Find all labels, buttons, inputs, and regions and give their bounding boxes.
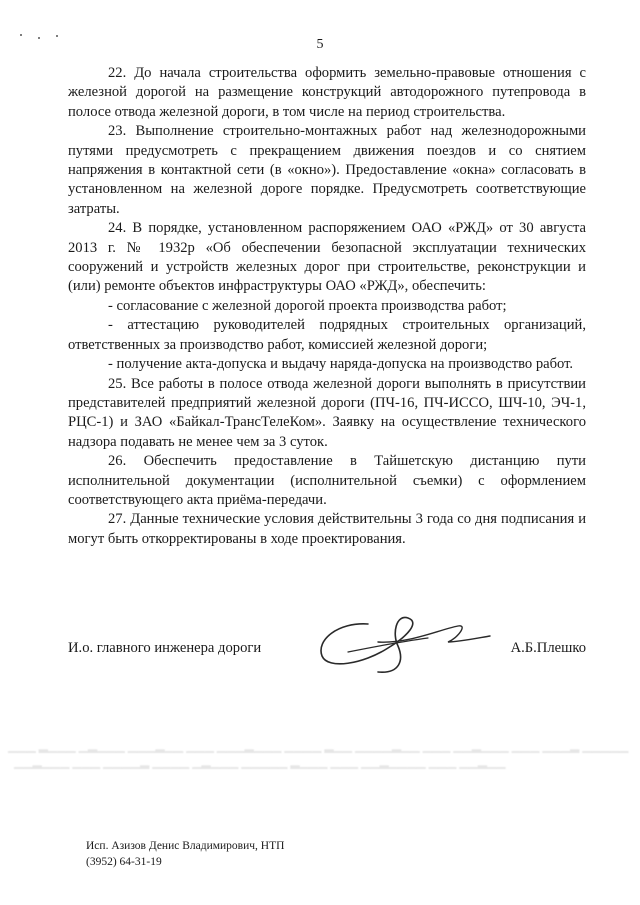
executor-info: [86, 838, 284, 870]
scan-speck: [20, 34, 22, 36]
paragraph-26: 26. Обеспечить предоставление в Тайшетскую дистанцию пути исполнительной документации (исполнительной съемки) с оформлением соответствующего акта приёма-передачи.: [68, 453, 586, 508]
list-item-admission-act: - получение акта-допуска и выдачу наряда-допуска на производство работ.: [108, 356, 574, 373]
page-number: 5: [316, 37, 324, 52]
handwritten-signature: [308, 612, 498, 682]
paragraph-22: 22. До начала строительства оформить земельно-правовые отношения с железной дорогой на размещение конструкций автодорожного путепровода в полосе отвода железной дороги, в том числе на период строительства.: [68, 65, 586, 120]
executor-name: Исп. Азизов Денис Владимирович, НТП: [86, 840, 285, 852]
paragraph-25: 25. Все работы в полосе отвода железной дороги выполнять в присутствии представителей предприятий железной дороги (ПЧ-16, ПЧ-ИССО, ШЧ-10, ЭЧ-1, РЦС-1) и ЗАО «Байкал-ТрансТелеКом». Заявку на осуществление технического надзора подавать не менее чем за 3 суток.: [68, 375, 586, 450]
paragraph-27: 27. Данные технические условия действительны 3 года со дня подписания и могут быть откорректированы в ходе проектирования.: [68, 511, 586, 547]
list-item-project-approval: - согласование с железной дорогой проекта производства работ;: [108, 297, 507, 314]
signature-block: [68, 640, 586, 664]
paragraph-24: 24. В порядке, установленном распоряжением ОАО «РЖД» от 30 августа 2013 г. № 1932р «Об обеспечении безопасной эксплуатации технических сооружений и устройств железных дорог при строительстве, реконструкции и (или) ремонте объектов инфраструктуры ОАО «РЖД», обеспечить:: [68, 220, 586, 295]
body-text: [68, 64, 586, 549]
faded-background-print: ▁▁▁ ▂▁▁▁ ▁▂▁▁▁ ▁▁▁▂▁▁ ▁▁▁ ▁▁▁▂▁▁▁ ▁▁▁▁ ▂▁▁ ▁▁▁▁▂▁▁ ▁▁▁ ▁▁▂▁▁▁ ▁▁▁ ▁▁▁▂ ▁▁▁▁▁ ▁▁▂▁▁▁ ▁▁▁ ▁▁▁▁▂ ▁▁▁▁ ▁▂▁▁▁ ▁▁▁▁▁ ▂▁▁▁ ▁▁▁ ▁▁▂▁▁▁▁ ▁▁▁ ▁▁▂▁▁: [8, 739, 629, 769]
signatory-name: А.Б.Плешко: [510, 640, 586, 656]
list-item-attestation: - аттестацию руководителей подрядных строительных организаций, ответственных за производство работ, комиссией железной дороги;: [68, 317, 586, 353]
signatory-title: И.о. главного инженера дороги: [68, 640, 262, 656]
executor-phone: (3952) 64-31-19: [86, 856, 162, 868]
paragraph-23: 23. Выполнение строительно-монтажных работ над железнодорожными путями предусмотреть с прекращением движения поездов и со снятием напряжения в контактной сети (в «окно»). Предоставление «окна» согласовать в установленном на железной дороге порядке. Предусмотреть соответствующие затраты.: [68, 123, 586, 217]
